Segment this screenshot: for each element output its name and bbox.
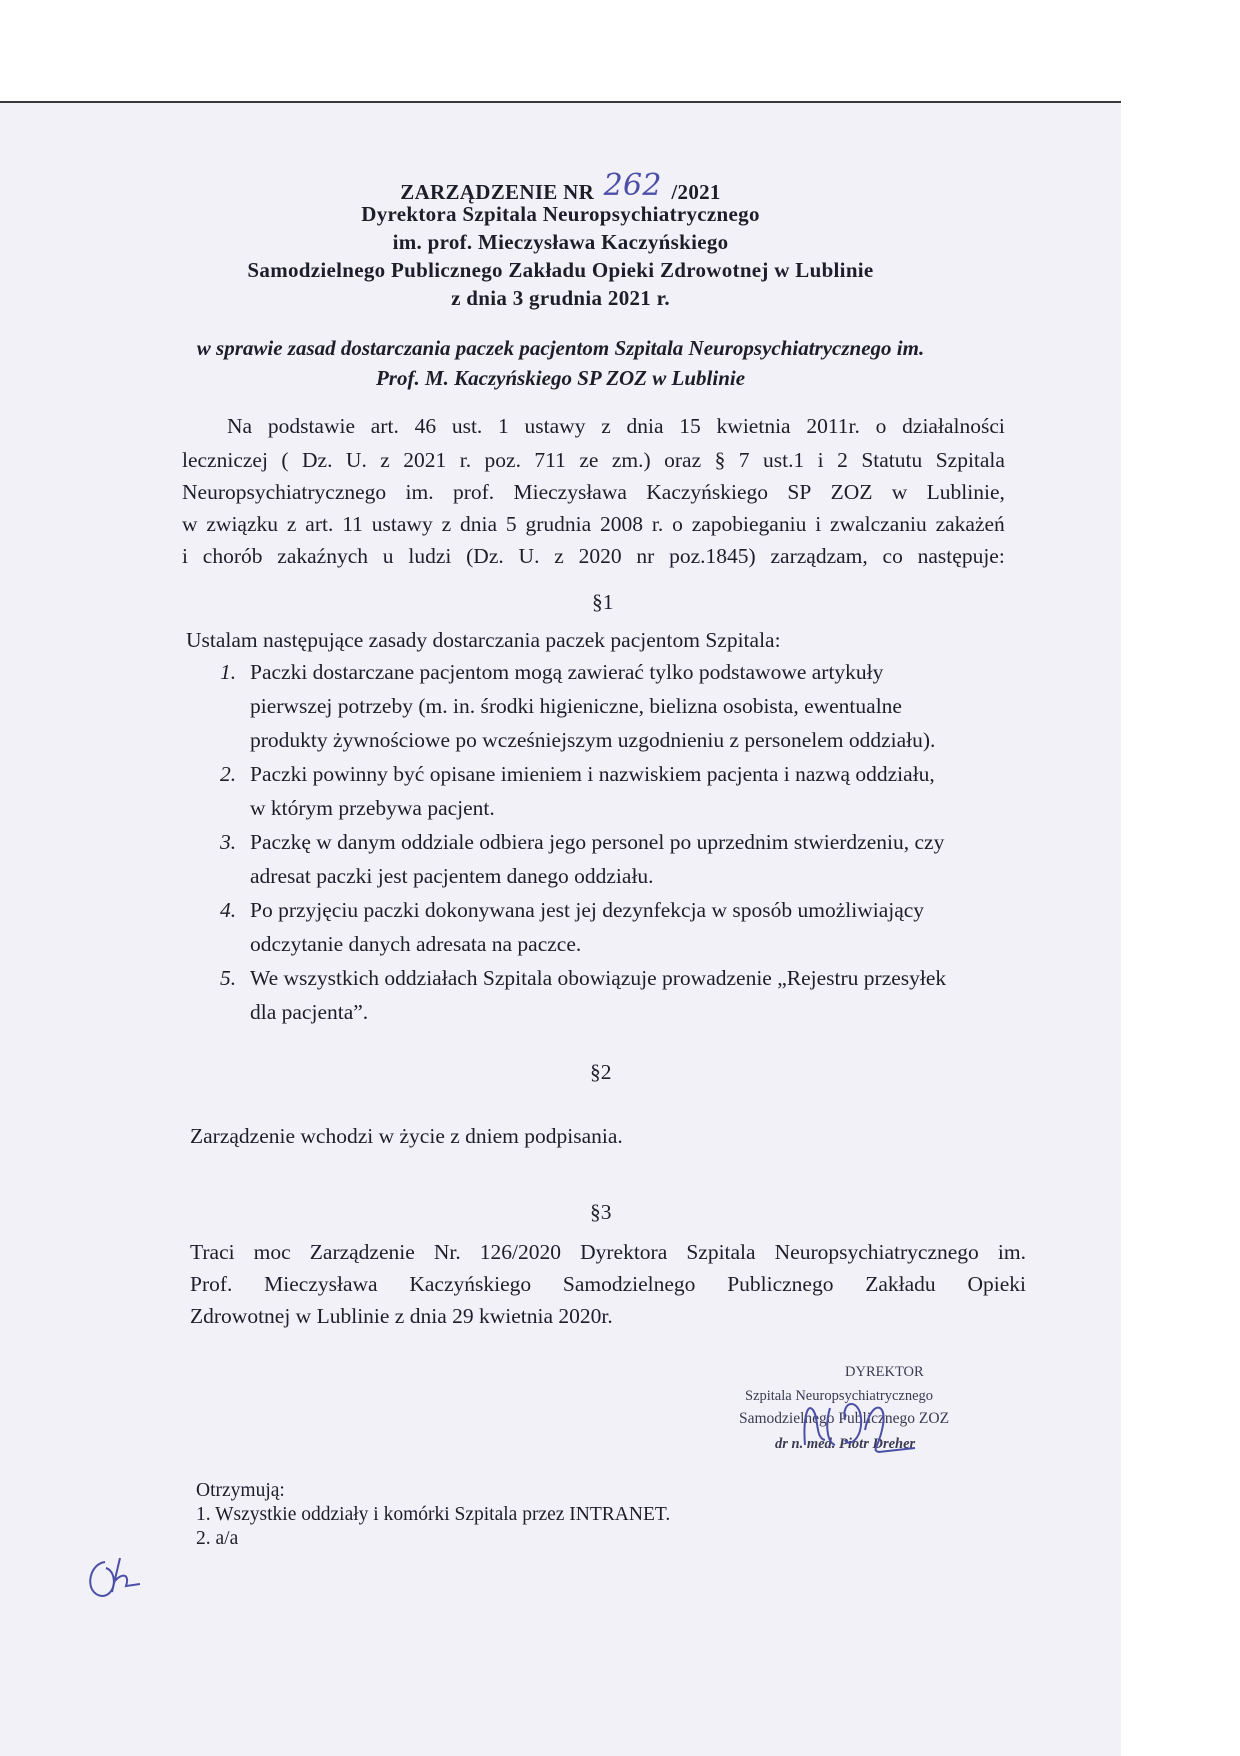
- subject-line-2: Prof. M. Kaczyńskiego SP ZOZ w Lublinie: [375, 366, 746, 390]
- section-3-line: Traci moc Zarządzenie Nr. 126/2020 Dyrektora Szpitala Neuropsychiatrycznego im.: [190, 1240, 1026, 1264]
- preamble-line: Neuropsychiatrycznego im. prof. Mieczysława Kaczyńskiego SP ZOZ w Lublinie,: [182, 480, 1005, 504]
- list-item-cont: adresat paczki jest pacjentem danego oddziału.: [250, 864, 654, 888]
- subject-line-1: w sprawie zasad dostarczania paczek pacjentom Szpitala Neuropsychiatrycznego im.: [196, 336, 925, 360]
- section-2-text: Zarządzenie wchodzi w życie z dniem podpisania.: [190, 1124, 623, 1148]
- stamp-line: Szpitala Neuropsychiatrycznego: [745, 1388, 934, 1404]
- section-1-heading: §1: [592, 590, 614, 614]
- stamp-name: dr n. med. Piotr Dreher: [775, 1436, 916, 1452]
- scan-margin: [1121, 101, 1240, 1754]
- header-line-3: im. prof. Mieczysława Kaczyńskiego: [392, 230, 729, 254]
- preamble-line: Na podstawie art. 46 ust. 1 ustawy z dnia 15 kwietnia 2011r. o działalności: [227, 414, 1005, 438]
- list-item-cont: produkty żywnościowe po wcześniejszym uzgodnieniu z personelem oddziału).: [250, 728, 936, 752]
- list-item: 4. Po przyjęciu paczki dokonywana jest jej dezynfekcja w sposób umożliwiający: [220, 898, 925, 922]
- title-suffix: /2021: [671, 180, 721, 204]
- header-date: z dnia 3 grudnia 2021 r.: [451, 286, 670, 310]
- list-item: 3. Paczkę w danym oddziale odbiera jego personel po uprzednim stwierdzeniu, czy: [220, 830, 945, 854]
- title-prefix: ZARZĄDZENIE NR: [400, 180, 595, 204]
- list-item: 2. Paczki powinny być opisane imieniem i nazwiskiem pacjenta i nazwą oddziału,: [220, 762, 935, 786]
- preamble-line: leczniczej ( Dz. U. z 2021 r. poz. 711 ze zm.) oraz § 7 ust.1 i 2 Statutu Szpitala: [182, 448, 1005, 472]
- list-item-cont: pierwszej potrzeby (m. in. środki higieniczne, bielizna osobista, ewentualne: [250, 694, 902, 718]
- list-item: 1. Paczki dostarczane pacjentom mogą zawierać tylko podstawowe artykuły: [220, 660, 884, 684]
- list-item: 5. We wszystkich oddziałach Szpitala obowiązuje prowadzenie „Rejestru przesyłek: [220, 966, 947, 990]
- list-item-cont: odczytanie danych adresata na paczce.: [250, 932, 582, 956]
- recipient-item: 1. Wszystkie oddziały i komórki Szpitala przez INTRANET.: [196, 1504, 671, 1525]
- header-line-4: Samodzielnego Publicznego Zakładu Opieki Zdrowotnej w Lublinie: [247, 258, 874, 282]
- list-item-cont: w którym przebywa pacjent.: [250, 796, 495, 820]
- section-2-heading: §2: [590, 1060, 612, 1084]
- signature-icon: [775, 1390, 955, 1460]
- list-item-cont: dla pacjenta”.: [250, 1000, 369, 1024]
- recipient-item: 2. a/a: [196, 1528, 239, 1549]
- recipients-heading: Otrzymują:: [196, 1480, 285, 1501]
- stamp-title: DYREKTOR: [845, 1364, 924, 1380]
- handwritten-number: 262: [603, 168, 662, 203]
- handwritten-initials-icon: [80, 1552, 160, 1602]
- section-3-heading: §3: [590, 1200, 612, 1224]
- stamp-line: Samodzielnego Publicznego ZOZ: [739, 1410, 950, 1427]
- preamble-line: w związku z art. 11 ustawy z dnia 5 grudnia 2008 r. o zapobieganiu i zwalczaniu zakażeń: [182, 512, 1005, 536]
- section-1-intro: Ustalam następujące zasady dostarczania paczek pacjentom Szpitala:: [186, 628, 781, 652]
- preamble-line: i chorób zakaźnych u ludzi (Dz. U. z 2020 nr poz.1845) zarządzam, co następuje:: [182, 544, 1005, 568]
- header-line-2: Dyrektora Szpitala Neuropsychiatrycznego: [361, 202, 760, 226]
- section-3-line: Zdrowotnej w Lublinie z dnia 29 kwietnia 2020r.: [190, 1304, 613, 1328]
- section-3-line: Prof. Mieczysława Kaczyńskiego Samodzielnego Publicznego Zakładu Opieki: [190, 1272, 1026, 1296]
